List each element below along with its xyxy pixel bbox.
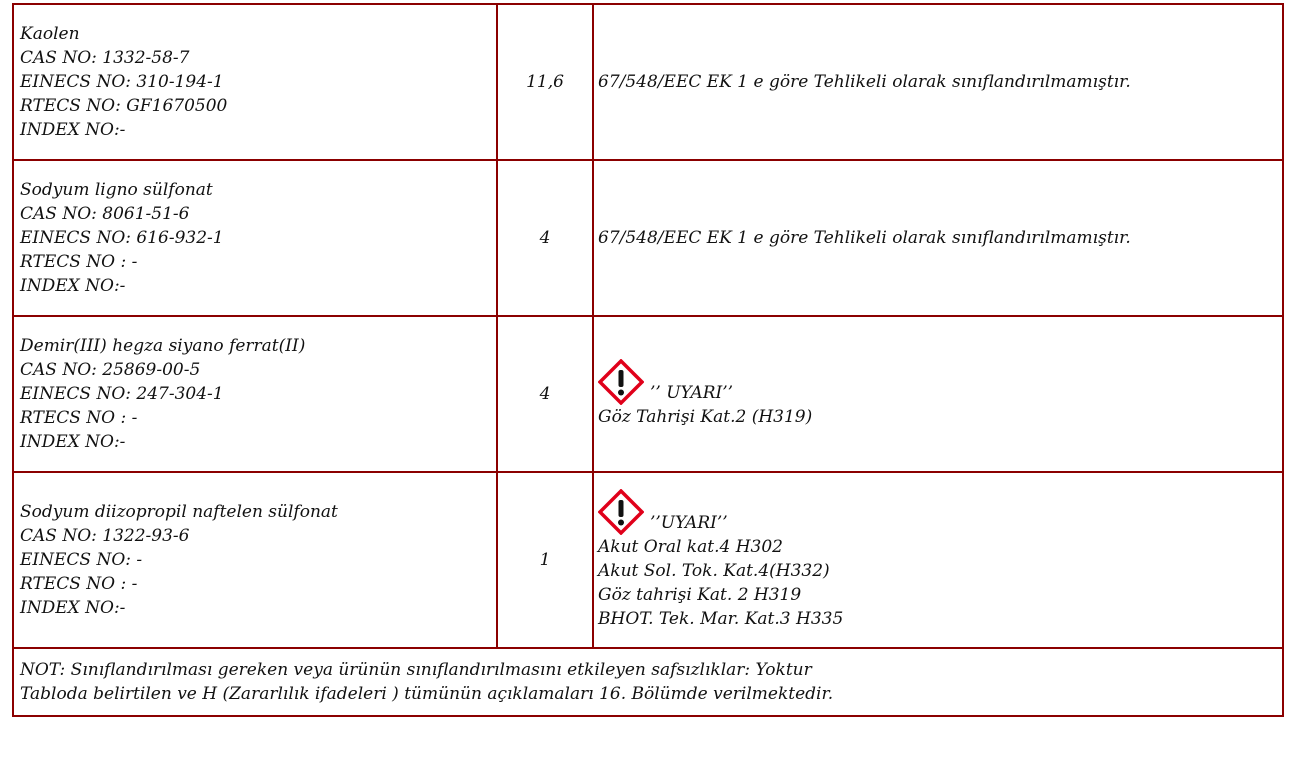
note-line: NOT: Sınıflandırılması gereken veya ürünün sınıflandırılmasını etkileyen safsızlıklar: Yoktur bbox=[20, 660, 812, 680]
substance-identity-cell bbox=[13, 160, 497, 316]
substance-table bbox=[12, 3, 1284, 717]
cas-number: CAS NO: 1322-93-6 bbox=[20, 526, 190, 546]
index-number: INDEX NO:- bbox=[20, 598, 126, 618]
table-row bbox=[13, 316, 1283, 472]
table-row bbox=[13, 472, 1283, 648]
hazard-statement: Göz Tahrişi Kat.2 (H319) bbox=[598, 407, 813, 427]
substance-identity-cell bbox=[13, 316, 497, 472]
classification-cell bbox=[593, 160, 1283, 316]
classification-text: 67/548/EEC EK 1 e göre Tehlikeli olarak sınıflandırılmamıştır. bbox=[598, 72, 1131, 92]
table-row bbox=[13, 160, 1283, 316]
exclamation-mark-ghs-icon bbox=[598, 359, 644, 405]
substance-name: Demir(III) hegza siyano ferrat(II) bbox=[20, 336, 306, 356]
hazard-statement: Akut Oral kat.4 H302 bbox=[598, 537, 783, 557]
index-number: INDEX NO:- bbox=[20, 120, 126, 140]
rtecs-number: RTECS NO : - bbox=[20, 574, 138, 594]
exclamation-mark-ghs-icon bbox=[598, 489, 644, 535]
cas-number: CAS NO: 1332-58-7 bbox=[20, 48, 190, 68]
note-row bbox=[13, 648, 1283, 716]
signal-word: ’’UYARI’’ bbox=[650, 513, 728, 533]
table-row bbox=[13, 4, 1283, 160]
note-line: Tabloda belirtilen ve H (Zararlılık ifadeleri ) tümünün açıklamaları 16. Bölümde verilmektedir. bbox=[20, 684, 834, 704]
classification-cell bbox=[593, 4, 1283, 160]
classification-cell bbox=[593, 472, 1283, 648]
hazard-statement: Akut Sol. Tok. Kat.4(H332) bbox=[598, 561, 830, 581]
einecs-number: EINECS NO: 616-932-1 bbox=[20, 228, 224, 248]
substance-name: Kaolen bbox=[20, 24, 80, 44]
index-number: INDEX NO:- bbox=[20, 276, 126, 296]
rtecs-number: RTECS NO : - bbox=[20, 408, 138, 428]
cas-number: CAS NO: 25869-00-5 bbox=[20, 360, 201, 380]
einecs-number: EINECS NO: - bbox=[20, 550, 143, 570]
rtecs-number: RTECS NO : - bbox=[20, 252, 138, 272]
einecs-number: EINECS NO: 247-304-1 bbox=[20, 384, 224, 404]
percent-cell: 4 bbox=[497, 316, 593, 472]
hazard-statement: Göz tahrişi Kat. 2 H319 bbox=[598, 585, 802, 605]
rtecs-number: RTECS NO: GF1670500 bbox=[20, 96, 228, 116]
note-cell bbox=[13, 648, 1283, 716]
signal-block bbox=[598, 489, 1276, 535]
classification-text: 67/548/EEC EK 1 e göre Tehlikeli olarak sınıflandırılmamıştır. bbox=[598, 228, 1131, 248]
substance-identity-cell bbox=[13, 4, 497, 160]
classification-cell bbox=[593, 316, 1283, 472]
einecs-number: EINECS NO: 310-194-1 bbox=[20, 72, 224, 92]
substance-identity-cell bbox=[13, 472, 497, 648]
percent-cell: 1 bbox=[497, 472, 593, 648]
signal-block bbox=[598, 359, 1276, 405]
hazard-statement: BHOT. Tek. Mar. Kat.3 H335 bbox=[598, 609, 844, 629]
signal-word: ’’ UYARI’’ bbox=[650, 383, 734, 403]
cas-number: CAS NO: 8061-51-6 bbox=[20, 204, 190, 224]
substance-name: Sodyum ligno sülfonat bbox=[20, 180, 213, 200]
substance-name: Sodyum diizopropil naftelen sülfonat bbox=[20, 502, 338, 522]
percent-cell: 11,6 bbox=[497, 4, 593, 160]
index-number: INDEX NO:- bbox=[20, 432, 126, 452]
percent-cell: 4 bbox=[497, 160, 593, 316]
